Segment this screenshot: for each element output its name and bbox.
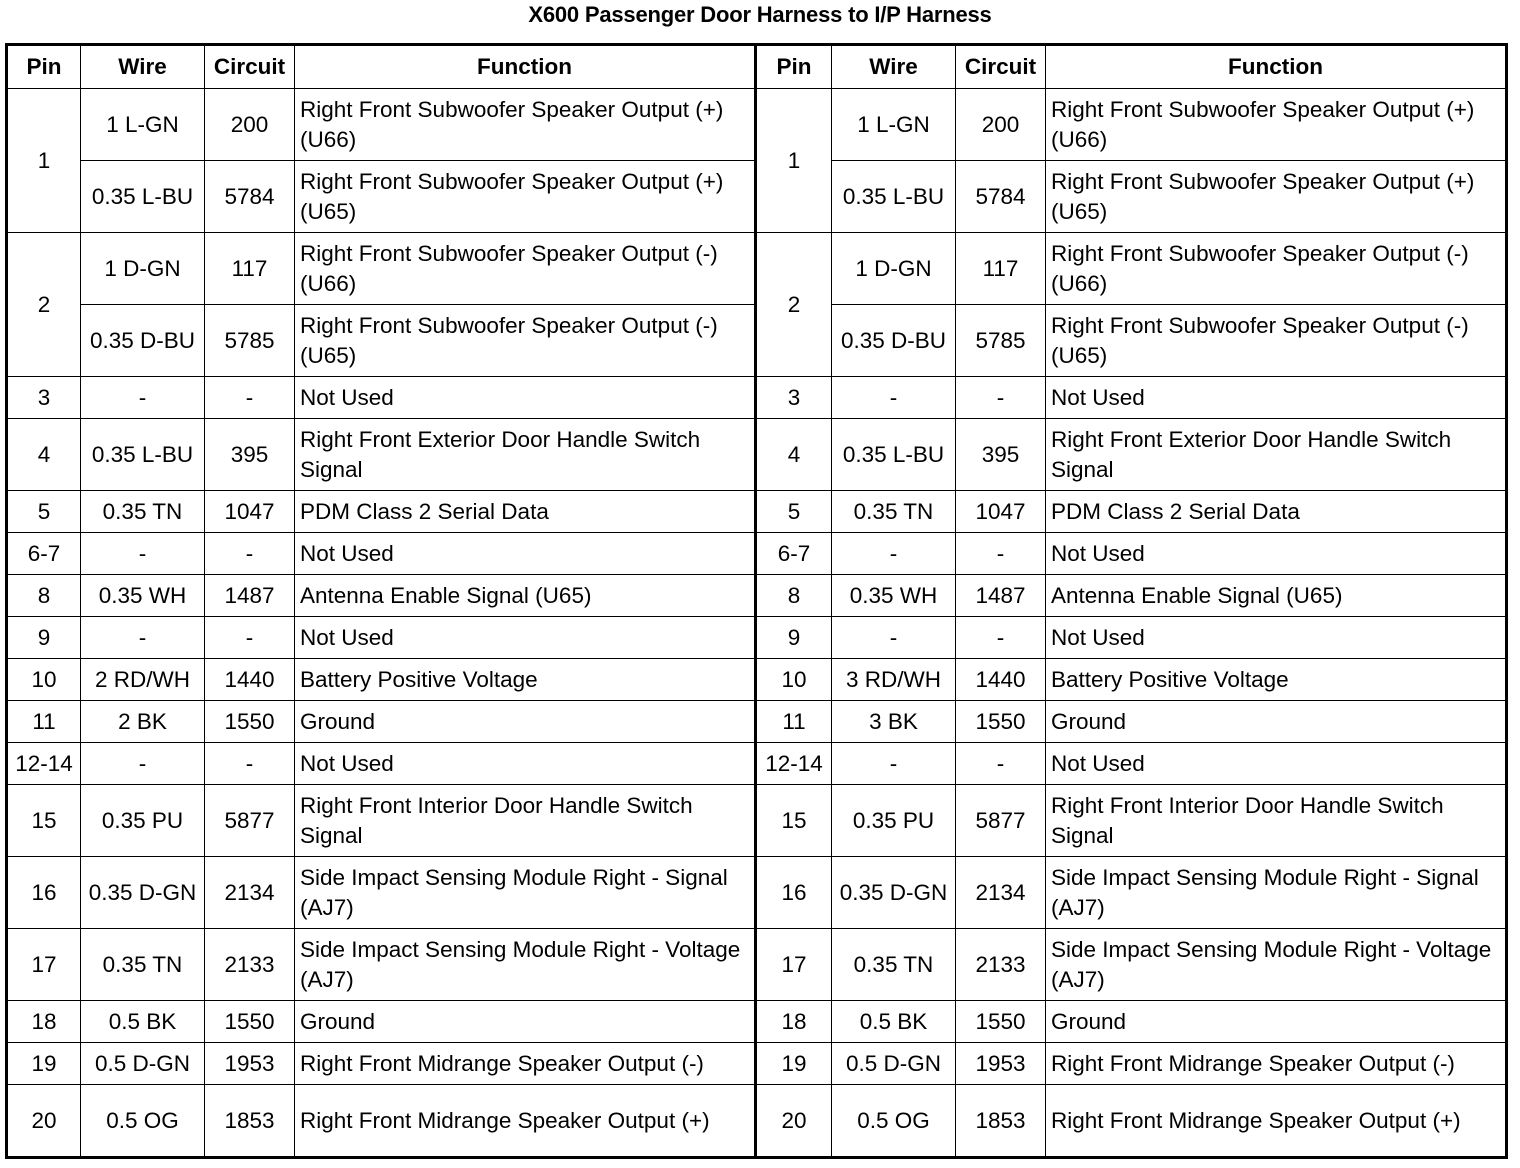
pin-cell-right: 15 bbox=[756, 785, 832, 857]
circuit-cell-right: 1440 bbox=[956, 659, 1046, 701]
pin-cell-right: 4 bbox=[756, 419, 832, 491]
table-row bbox=[7, 1001, 1507, 1043]
circuit-cell: 5784 bbox=[205, 161, 295, 233]
table-row bbox=[7, 659, 1507, 701]
circuit-cell-right: 5785 bbox=[956, 305, 1046, 377]
table-row bbox=[7, 785, 1507, 857]
pin-cell: 18 bbox=[7, 1001, 81, 1043]
wire-cell-right: 1 L-GN bbox=[832, 89, 956, 161]
pin-cell: 17 bbox=[7, 929, 81, 1001]
function-cell-right: Not Used bbox=[1046, 617, 1507, 659]
circuit-cell: 1853 bbox=[205, 1085, 295, 1158]
header-function: Function bbox=[295, 45, 756, 89]
function-cell: Side Impact Sensing Module Right - Voltage (AJ7) bbox=[295, 929, 756, 1001]
function-cell: Right Front Subwoofer Speaker Output (+) (U65) bbox=[295, 161, 756, 233]
pin-cell-right: 6-7 bbox=[756, 533, 832, 575]
function-cell: Ground bbox=[295, 1001, 756, 1043]
function-cell: Not Used bbox=[295, 617, 756, 659]
circuit-cell-right: - bbox=[956, 617, 1046, 659]
wire-cell: 2 RD/WH bbox=[81, 659, 205, 701]
function-cell-right: Right Front Subwoofer Speaker Output (+) (U65) bbox=[1046, 161, 1507, 233]
wire-cell-right: - bbox=[832, 617, 956, 659]
function-cell: Right Front Subwoofer Speaker Output (-) (U65) bbox=[295, 305, 756, 377]
table-row bbox=[7, 929, 1507, 1001]
table-row bbox=[7, 617, 1507, 659]
wire-cell-right: 0.35 D-GN bbox=[832, 857, 956, 929]
circuit-cell-right: 117 bbox=[956, 233, 1046, 305]
wire-cell: 0.35 PU bbox=[81, 785, 205, 857]
wire-cell-right: 0.5 BK bbox=[832, 1001, 956, 1043]
wire-cell-right: 0.35 L-BU bbox=[832, 161, 956, 233]
wire-cell-right: 0.35 L-BU bbox=[832, 419, 956, 491]
wire-cell: - bbox=[81, 533, 205, 575]
function-cell: Ground bbox=[295, 701, 756, 743]
wire-cell: 1 D-GN bbox=[81, 233, 205, 305]
function-cell: Not Used bbox=[295, 533, 756, 575]
circuit-cell: 1953 bbox=[205, 1043, 295, 1085]
wire-cell-right: - bbox=[832, 743, 956, 785]
header-pin: Pin bbox=[7, 45, 81, 89]
pin-cell-right: 20 bbox=[756, 1085, 832, 1158]
wire-cell-right: - bbox=[832, 377, 956, 419]
table-row bbox=[7, 743, 1507, 785]
function-cell-right: Right Front Midrange Speaker Output (+) bbox=[1046, 1085, 1507, 1158]
function-cell-right: Antenna Enable Signal (U65) bbox=[1046, 575, 1507, 617]
function-cell: PDM Class 2 Serial Data bbox=[295, 491, 756, 533]
pin-cell: 2 bbox=[7, 233, 81, 377]
function-cell: Right Front Midrange Speaker Output (+) bbox=[295, 1085, 756, 1158]
circuit-cell: 395 bbox=[205, 419, 295, 491]
circuit-cell: 117 bbox=[205, 233, 295, 305]
wire-cell: 1 L-GN bbox=[81, 89, 205, 161]
table-row bbox=[7, 701, 1507, 743]
function-cell: Not Used bbox=[295, 743, 756, 785]
pin-cell: 9 bbox=[7, 617, 81, 659]
wire-cell: 0.35 L-BU bbox=[81, 419, 205, 491]
function-cell: Not Used bbox=[295, 377, 756, 419]
circuit-cell: 5785 bbox=[205, 305, 295, 377]
pin-cell: 12-14 bbox=[7, 743, 81, 785]
function-cell: Right Front Midrange Speaker Output (-) bbox=[295, 1043, 756, 1085]
wire-cell: 0.5 D-GN bbox=[81, 1043, 205, 1085]
circuit-cell: - bbox=[205, 617, 295, 659]
pin-cell: 5 bbox=[7, 491, 81, 533]
wire-cell: - bbox=[81, 377, 205, 419]
pin-cell: 15 bbox=[7, 785, 81, 857]
circuit-cell-right: - bbox=[956, 533, 1046, 575]
function-cell-right: Ground bbox=[1046, 1001, 1507, 1043]
pin-cell-right: 8 bbox=[756, 575, 832, 617]
pin-cell-right: 16 bbox=[756, 857, 832, 929]
wire-cell-right: 3 BK bbox=[832, 701, 956, 743]
circuit-cell-right: 1550 bbox=[956, 1001, 1046, 1043]
wire-cell: 2 BK bbox=[81, 701, 205, 743]
table-row bbox=[7, 89, 1507, 161]
pin-cell: 10 bbox=[7, 659, 81, 701]
circuit-cell-right: 5877 bbox=[956, 785, 1046, 857]
function-cell: Battery Positive Voltage bbox=[295, 659, 756, 701]
function-cell: Side Impact Sensing Module Right - Signal (AJ7) bbox=[295, 857, 756, 929]
pin-cell-right: 1 bbox=[756, 89, 832, 233]
pin-cell-right: 9 bbox=[756, 617, 832, 659]
table-row bbox=[7, 575, 1507, 617]
circuit-cell: 1550 bbox=[205, 701, 295, 743]
table-row bbox=[7, 233, 1507, 305]
function-cell-right: Right Front Subwoofer Speaker Output (+) (U66) bbox=[1046, 89, 1507, 161]
document-title: X600 Passenger Door Harness to I/P Harness bbox=[528, 2, 992, 27]
wire-cell: 0.35 WH bbox=[81, 575, 205, 617]
wire-cell: 0.35 D-BU bbox=[81, 305, 205, 377]
wire-cell-right: 0.35 WH bbox=[832, 575, 956, 617]
circuit-cell: 2133 bbox=[205, 929, 295, 1001]
function-cell-right: Battery Positive Voltage bbox=[1046, 659, 1507, 701]
table-row bbox=[7, 491, 1507, 533]
table-row bbox=[7, 377, 1507, 419]
wire-cell: 0.35 TN bbox=[81, 491, 205, 533]
table-row bbox=[7, 533, 1507, 575]
pin-cell: 6-7 bbox=[7, 533, 81, 575]
pin-cell: 4 bbox=[7, 419, 81, 491]
circuit-cell: 1440 bbox=[205, 659, 295, 701]
circuit-cell: - bbox=[205, 743, 295, 785]
wire-cell: - bbox=[81, 743, 205, 785]
circuit-cell-right: 1047 bbox=[956, 491, 1046, 533]
circuit-cell: 1550 bbox=[205, 1001, 295, 1043]
function-cell-right: Right Front Subwoofer Speaker Output (-) (U65) bbox=[1046, 305, 1507, 377]
wire-cell: 0.35 L-BU bbox=[81, 161, 205, 233]
circuit-cell-right: 2133 bbox=[956, 929, 1046, 1001]
function-cell-right: Not Used bbox=[1046, 377, 1507, 419]
table-row bbox=[7, 1043, 1507, 1085]
header-wire-right: Wire bbox=[832, 45, 956, 89]
pin-cell: 1 bbox=[7, 89, 81, 233]
header-circuit: Circuit bbox=[205, 45, 295, 89]
table-row bbox=[7, 419, 1507, 491]
header-wire: Wire bbox=[81, 45, 205, 89]
table-row bbox=[7, 1085, 1507, 1158]
pin-cell-right: 19 bbox=[756, 1043, 832, 1085]
header-function-right: Function bbox=[1046, 45, 1507, 89]
pin-cell: 19 bbox=[7, 1043, 81, 1085]
function-cell-right: Right Front Exterior Door Handle Switch Signal bbox=[1046, 419, 1507, 491]
function-cell-right: Side Impact Sensing Module Right - Signal (AJ7) bbox=[1046, 857, 1507, 929]
table-header-row bbox=[7, 45, 1507, 89]
pin-cell: 3 bbox=[7, 377, 81, 419]
function-cell: Antenna Enable Signal (U65) bbox=[295, 575, 756, 617]
wire-cell-right: 0.5 D-GN bbox=[832, 1043, 956, 1085]
pin-cell-right: 2 bbox=[756, 233, 832, 377]
pin-cell: 16 bbox=[7, 857, 81, 929]
wire-cell-right: 0.5 OG bbox=[832, 1085, 956, 1158]
function-cell-right: Right Front Interior Door Handle Switch Signal bbox=[1046, 785, 1507, 857]
pin-cell-right: 12-14 bbox=[756, 743, 832, 785]
wire-cell-right: 1 D-GN bbox=[832, 233, 956, 305]
circuit-cell: - bbox=[205, 377, 295, 419]
circuit-cell-right: - bbox=[956, 743, 1046, 785]
function-cell: Right Front Interior Door Handle Switch Signal bbox=[295, 785, 756, 857]
circuit-cell-right: 1853 bbox=[956, 1085, 1046, 1158]
pin-cell: 11 bbox=[7, 701, 81, 743]
header-circuit-right: Circuit bbox=[956, 45, 1046, 89]
pin-cell-right: 18 bbox=[756, 1001, 832, 1043]
wire-cell: 0.35 TN bbox=[81, 929, 205, 1001]
circuit-cell: 5877 bbox=[205, 785, 295, 857]
circuit-cell: 1487 bbox=[205, 575, 295, 617]
table-row bbox=[7, 857, 1507, 929]
function-cell-right: Ground bbox=[1046, 701, 1507, 743]
wire-cell-right: 0.35 TN bbox=[832, 929, 956, 1001]
pin-cell-right: 3 bbox=[756, 377, 832, 419]
function-cell: Right Front Subwoofer Speaker Output (-) (U66) bbox=[295, 233, 756, 305]
function-cell-right: Not Used bbox=[1046, 533, 1507, 575]
pin-cell: 20 bbox=[7, 1085, 81, 1158]
circuit-cell: 200 bbox=[205, 89, 295, 161]
wire-cell-right: 3 RD/WH bbox=[832, 659, 956, 701]
circuit-cell: - bbox=[205, 533, 295, 575]
function-cell-right: Not Used bbox=[1046, 743, 1507, 785]
header-pin-right: Pin bbox=[756, 45, 832, 89]
function-cell-right: Right Front Subwoofer Speaker Output (-) (U66) bbox=[1046, 233, 1507, 305]
pin-cell-right: 10 bbox=[756, 659, 832, 701]
function-cell-right: PDM Class 2 Serial Data bbox=[1046, 491, 1507, 533]
circuit-cell-right: - bbox=[956, 377, 1046, 419]
function-cell-right: Right Front Midrange Speaker Output (-) bbox=[1046, 1043, 1507, 1085]
wire-cell-right: 0.35 PU bbox=[832, 785, 956, 857]
circuit-cell-right: 200 bbox=[956, 89, 1046, 161]
function-cell-right: Side Impact Sensing Module Right - Voltage (AJ7) bbox=[1046, 929, 1507, 1001]
wire-cell: 0.5 OG bbox=[81, 1085, 205, 1158]
function-cell: Right Front Exterior Door Handle Switch Signal bbox=[295, 419, 756, 491]
circuit-cell-right: 1550 bbox=[956, 701, 1046, 743]
function-cell: Right Front Subwoofer Speaker Output (+) (U66) bbox=[295, 89, 756, 161]
connector-table bbox=[5, 43, 1508, 1159]
circuit-cell: 2134 bbox=[205, 857, 295, 929]
pin-cell: 8 bbox=[7, 575, 81, 617]
circuit-cell-right: 1487 bbox=[956, 575, 1046, 617]
pin-cell-right: 11 bbox=[756, 701, 832, 743]
circuit-cell: 1047 bbox=[205, 491, 295, 533]
wire-cell: 0.35 D-GN bbox=[81, 857, 205, 929]
wire-cell-right: - bbox=[832, 533, 956, 575]
circuit-cell-right: 5784 bbox=[956, 161, 1046, 233]
circuit-cell-right: 395 bbox=[956, 419, 1046, 491]
pin-cell-right: 5 bbox=[756, 491, 832, 533]
pin-cell-right: 17 bbox=[756, 929, 832, 1001]
wire-cell-right: 0.35 D-BU bbox=[832, 305, 956, 377]
wire-cell: 0.5 BK bbox=[81, 1001, 205, 1043]
wire-cell: - bbox=[81, 617, 205, 659]
circuit-cell-right: 1953 bbox=[956, 1043, 1046, 1085]
wire-cell-right: 0.35 TN bbox=[832, 491, 956, 533]
circuit-cell-right: 2134 bbox=[956, 857, 1046, 929]
